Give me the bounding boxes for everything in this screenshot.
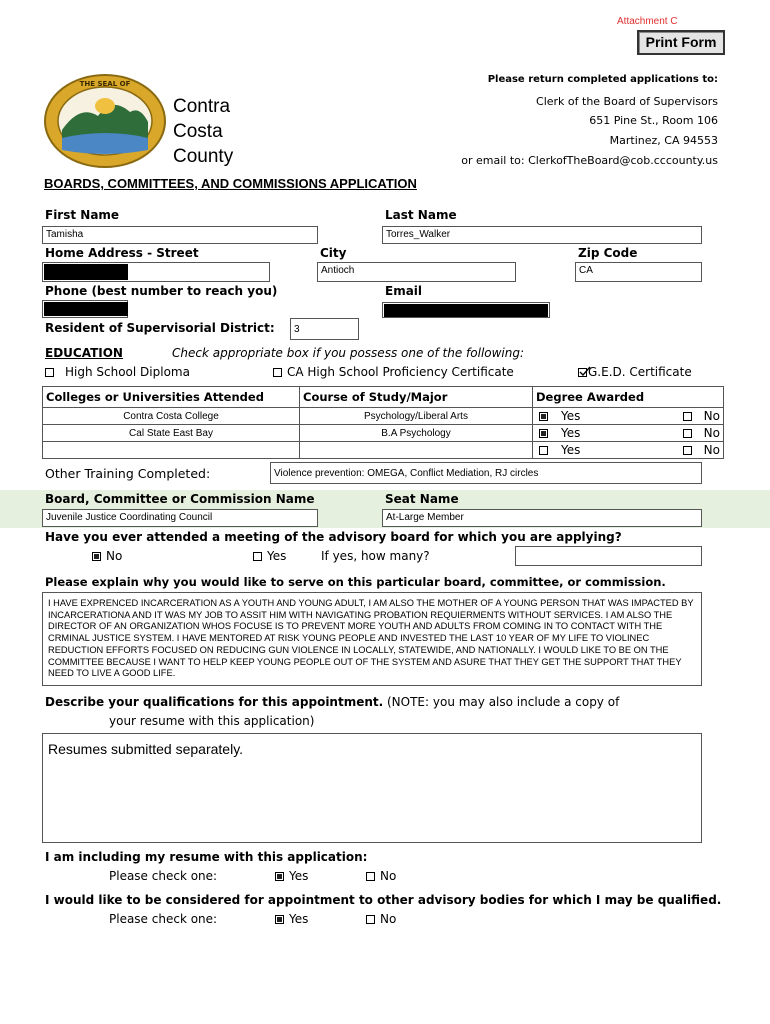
hs-diploma-checkbox[interactable] [45,368,54,377]
explain-textarea[interactable]: I HAVE EXPRENCED INCARCERATION AS A YOUTH AND YOUNG ADULT, I AM ALSO THE MOTHER OF A YOUNG PERSON THAT WAS IMPACTED BY INCARCERATIONA AND IT WAS MY JOB TO ASSIT HIM WITH NAVIGATING PROBATION REQUIERMENTS WITHOUT SERVICES. I AM ALSO THE DIRECTOR OF AN ORGANIZATION WHOS FOCUSE IS TO PREVENT MORE YOUTH AND ADULTS FROM COMING IN TO CONTACT WITH THE CRMINAL JUSTICE SYSTEM. I HAVE MENTORED AT RISK YOUNG PEOPLE AND INVESTED THE LAST 10 YEAR OF MY LIFE TO VIOLINEC REDUCTION EFFORTS FOCUSED ON REDUCING GUN VIOLENCE IN LOCALLY, STATEWIDE, AND NATIONALLY. I WOULD LIKE TO BE ON THE COMMITTEE BECAUSE I WANT TO HELP KEEP YOUNG PEOPLE OUT OF THE SYSTEM AND ASURE THAT THEY GET THE SUPPORT THAT THEY NEED TO LIVE A GOOD LIFE. [42,592,702,686]
course-field[interactable]: B.A Psychology [300,425,533,442]
college-field[interactable] [43,442,300,459]
meeting-yes-checkbox[interactable] [253,552,262,561]
last-name-label: Last Name [385,208,457,222]
degree-no-checkbox[interactable] [683,446,692,455]
seat-name-label: Seat Name [385,492,459,506]
other-bodies-yes-checkbox[interactable] [275,915,284,924]
other-training-label: Other Training Completed: [45,466,211,481]
how-many-label: If yes, how many? [321,549,430,563]
board-name-field[interactable]: Juvenile Justice Coordinating Council [42,509,318,527]
meeting-yes-option[interactable]: Yes [253,549,286,563]
qualifications-label: Describe your qualifications for this appointment. (NOTE: you may also include a copy of [45,695,620,709]
last-name-field[interactable]: Torres_Walker [382,226,702,244]
degree-cell: Yes No [533,408,724,425]
ged-checkbox[interactable] [578,368,587,377]
college-field[interactable]: Contra Costa College [43,408,300,425]
county-seal-logo [40,72,170,170]
course-field[interactable] [300,442,533,459]
meeting-no-option[interactable]: No [92,549,122,563]
education-title: EDUCATION [45,346,123,360]
svg-text:THE SEAL OF: THE SEAL OF [79,80,131,88]
education-instruction: Check appropriate box if you possess one of the following: [172,346,525,360]
return-instructions-title: Please return completed applications to: [487,74,718,85]
meeting-no-checkbox[interactable] [92,552,101,561]
return-address-line-3: Martinez, CA 94553 [609,134,718,147]
resume-yes-option[interactable]: Yes [275,869,308,883]
ged-label: G.E.D. Certificate [588,365,692,379]
ca-hs-checkbox[interactable] [273,368,282,377]
resume-no-checkbox[interactable] [366,872,375,881]
return-address-line-2: 651 Pine St., Room 106 [589,114,718,127]
degree-yes-checkbox[interactable] [539,429,548,438]
col-course-header: Course of Study/Major [300,387,533,408]
college-field[interactable]: Cal State East Bay [43,425,300,442]
hs-diploma-label: High School Diploma [65,365,190,379]
city-label: City [320,246,347,260]
county-name-line-3: County [173,146,234,167]
return-email-line: or email to: ClerkofTheBoard@cob.cccounty.us [461,154,718,167]
degree-yes-checkbox[interactable] [539,446,548,455]
course-field[interactable]: Psychology/Liberal Arts [300,408,533,425]
resume-question: I am including my resume with this application: [45,850,368,864]
street-label: Home Address - Street [45,246,199,260]
first-name-label: First Name [45,208,120,222]
other-training-field[interactable]: Violence prevention: OMEGA, Conflict Mediation, RJ circles [270,462,702,484]
first-name-field[interactable]: Tamisha [42,226,318,244]
resume-yes-checkbox[interactable] [275,872,284,881]
col-college-header: Colleges or Universities Attended [43,387,300,408]
ca-hs-option[interactable] [273,365,514,379]
degree-yes-checkbox[interactable] [539,412,548,421]
form-title: BOARDS, COMMITTEES, AND COMMISSIONS APPLICATION [44,176,417,191]
other-bodies-check-label: Please check one: [109,912,218,926]
explain-label: Please explain why you would like to serve on this particular board, committee, or commission. [45,575,666,589]
return-address-line-1: Clerk of the Board of Supervisors [536,95,718,108]
how-many-field[interactable] [515,546,702,566]
ged-option[interactable] [578,365,692,379]
table-row [43,425,724,442]
resume-no-option[interactable]: No [366,869,396,883]
board-name-label: Board, Committee or Commission Name [45,492,315,506]
meeting-question: Have you ever attended a meeting of the advisory board for which you are applying? [45,530,622,544]
county-name-line-2: Costa [173,121,223,142]
degree-cell: Yes No [533,425,724,442]
qualifications-label-line-2: your resume with this application) [109,714,315,728]
ca-hs-label: CA High School Proficiency Certificate [287,365,514,379]
degree-no-checkbox[interactable] [683,429,692,438]
attachment-label: Attachment C [617,16,678,27]
education-table [42,386,724,459]
col-degree-header: Degree Awarded [533,387,724,408]
zip-label: Zip Code [578,246,638,260]
table-row [43,442,724,459]
hs-diploma-option[interactable] [45,365,190,379]
other-bodies-no-checkbox[interactable] [366,915,375,924]
seat-name-field[interactable]: At-Large Member [382,509,702,527]
other-bodies-no-option[interactable]: No [366,912,396,926]
qualifications-textarea[interactable]: Resumes submitted separately. [42,733,702,843]
education-table-header [43,387,724,408]
redacted-email [384,304,548,317]
degree-cell: Yes No [533,442,724,459]
zip-field[interactable]: CA [575,262,702,282]
other-bodies-question: I would like to be considered for appointment to other advisory bodies for which I may be qualified. [45,893,722,907]
table-row [43,408,724,425]
print-form-button[interactable]: Print Form [637,30,725,55]
resume-check-label: Please check one: [109,869,218,883]
district-field[interactable]: 3 [290,318,359,340]
degree-no-checkbox[interactable] [683,412,692,421]
email-label: Email [385,284,423,298]
district-label: Resident of Supervisorial District: [45,321,275,335]
phone-label: Phone (best number to reach you) [45,284,278,298]
city-field[interactable]: Antioch [317,262,516,282]
redacted-street [44,264,128,280]
other-bodies-yes-option[interactable]: Yes [275,912,308,926]
redacted-phone [44,302,128,316]
county-name-line-1: Contra [173,96,231,117]
